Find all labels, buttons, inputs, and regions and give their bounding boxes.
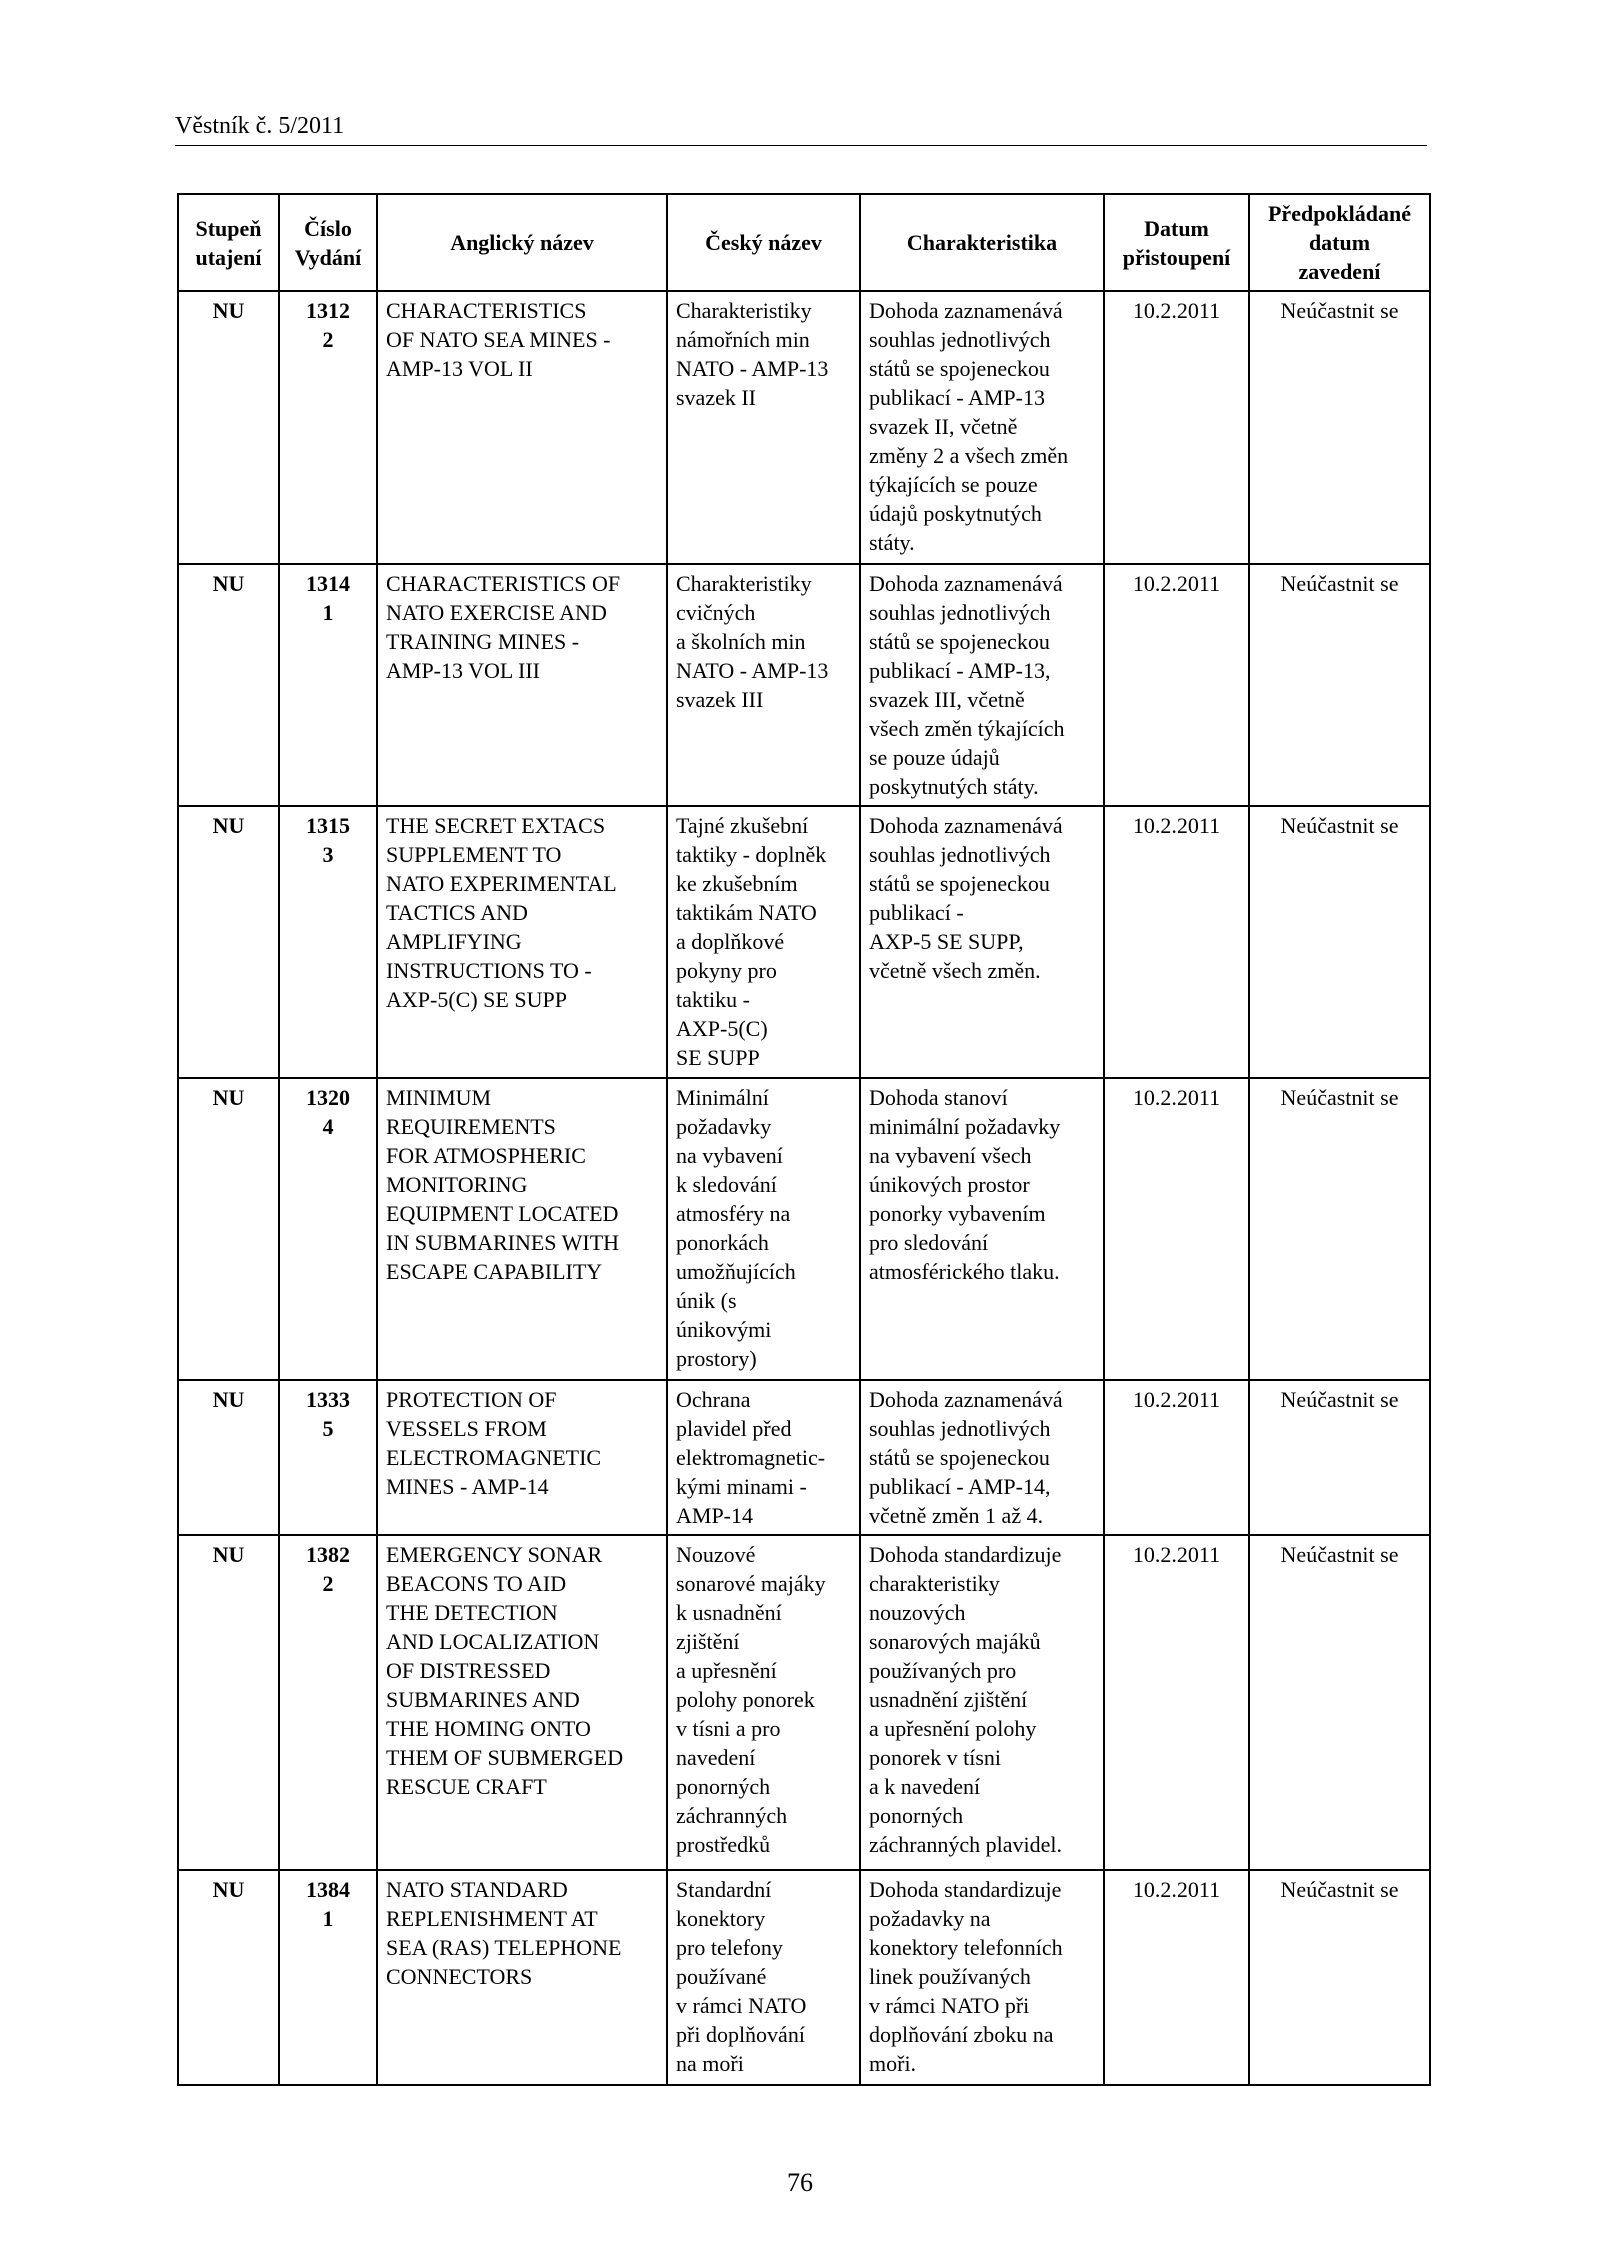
cell-stupen: NU [178, 564, 279, 806]
cell-anglicky: MINIMUM REQUIREMENTS FOR ATMOSPHERIC MONITORING EQUIPMENT LOCATED IN SUBMARINES WITH ESCAPE CAPABILITY [377, 1078, 667, 1380]
cell-charakteristika: Dohoda zaznamenává souhlas jednotlivých států se spojeneckou publikací - AXP-5 SE SUPP, včetně všech změn. [860, 806, 1104, 1078]
cell-cesky: Minimální požadavky na vybavení k sledování atmosféry na ponorkách umožňujících únik (s únikovými prostory) [667, 1078, 860, 1380]
cell-datum: 10.2.2011 [1104, 1380, 1249, 1535]
cell-stupen: NU [178, 1535, 279, 1870]
cell-datum: 10.2.2011 [1104, 1535, 1249, 1870]
table-row [178, 1078, 1430, 1380]
cell-datum: 10.2.2011 [1104, 564, 1249, 806]
col-header-anglicky: Anglický název [377, 194, 667, 291]
cell-anglicky: CHARACTERISTICS OF NATO EXERCISE AND TRAINING MINES - AMP-13 VOL III [377, 564, 667, 806]
col-header-charakteristika: Charakteristika [860, 194, 1104, 291]
col-header-predpokladane: Předpokládané datum zavedení [1249, 194, 1430, 291]
cell-cislo: 1333 5 [279, 1380, 377, 1535]
cell-cesky: Nouzové sonarové majáky k usnadnění zjištění a upřesnění polohy ponorek v tísni a pro navedení ponorných záchranných prostředků [667, 1535, 860, 1870]
header-rule [175, 145, 1427, 146]
cell-anglicky: NATO STANDARD REPLENISHMENT AT SEA (RAS) TELEPHONE CONNECTORS [377, 1870, 667, 2085]
cell-datum: 10.2.2011 [1104, 806, 1249, 1078]
table-row [178, 291, 1430, 564]
cell-predpokladane: Neúčastnit se [1249, 806, 1430, 1078]
col-header-datum: Datum přistoupení [1104, 194, 1249, 291]
cell-cesky: Standardní konektory pro telefony používané v rámci NATO při doplňování na moři [667, 1870, 860, 2085]
table-row [178, 1535, 1430, 1870]
cell-anglicky: CHARACTERISTICS OF NATO SEA MINES - AMP-13 VOL II [377, 291, 667, 564]
cell-stupen: NU [178, 1380, 279, 1535]
cell-anglicky: EMERGENCY SONAR BEACONS TO AID THE DETECTION AND LOCALIZATION OF DISTRESSED SUBMARINES AND THE HOMING ONTO THEM OF SUBMERGED RESCUE CRAFT [377, 1535, 667, 1870]
col-header-cesky: Český název [667, 194, 860, 291]
page-number: 76 [787, 2168, 813, 2197]
cell-predpokladane: Neúčastnit se [1249, 1078, 1430, 1380]
cell-charakteristika: Dohoda standardizuje charakteristiky nouzových sonarových majáků používaných pro usnadnění zjištění a upřesnění polohy ponorek v tísni a k navedení ponorných záchranných plavidel. [860, 1535, 1104, 1870]
standards-table [177, 193, 1431, 2086]
table-row [178, 806, 1430, 1078]
cell-charakteristika: Dohoda stanoví minimální požadavky na vybavení všech únikových prostor ponorky vybavením pro sledování atmosférického tlaku. [860, 1078, 1104, 1380]
cell-stupen: NU [178, 1870, 279, 2085]
cell-datum: 10.2.2011 [1104, 291, 1249, 564]
cell-cislo: 1312 2 [279, 291, 377, 564]
cell-cesky: Charakteristiky cvičných a školních min NATO - AMP-13 svazek III [667, 564, 860, 806]
col-header-stupen: Stupeň utajení [178, 194, 279, 291]
col-header-cislo: Číslo Vydání [279, 194, 377, 291]
cell-predpokladane: Neúčastnit se [1249, 1870, 1430, 2085]
page-header-title: Věstník č. 5/2011 [175, 113, 345, 139]
cell-stupen: NU [178, 1078, 279, 1380]
cell-predpokladane: Neúčastnit se [1249, 564, 1430, 806]
cell-predpokladane: Neúčastnit se [1249, 1380, 1430, 1535]
cell-predpokladane: Neúčastnit se [1249, 1535, 1430, 1870]
cell-cesky: Charakteristiky námořních min NATO - AMP-13 svazek II [667, 291, 860, 564]
cell-charakteristika: Dohoda standardizuje požadavky na konektory telefonních linek používaných v rámci NATO při doplňování zboku na moři. [860, 1870, 1104, 2085]
table-row [178, 564, 1430, 806]
cell-cislo: 1314 1 [279, 564, 377, 806]
cell-cislo: 1382 2 [279, 1535, 377, 1870]
cell-cesky: Ochrana plavidel před elektromagnetic- kými minami - AMP-14 [667, 1380, 860, 1535]
cell-predpokladane: Neúčastnit se [1249, 291, 1430, 564]
cell-cislo: 1384 1 [279, 1870, 377, 2085]
cell-datum: 10.2.2011 [1104, 1078, 1249, 1380]
cell-cesky: Tajné zkušební taktiky - doplněk ke zkušebním taktikám NATO a doplňkové pokyny pro taktiku - AXP-5(C) SE SUPP [667, 806, 860, 1078]
cell-anglicky: PROTECTION OF VESSELS FROM ELECTROMAGNETIC MINES - AMP-14 [377, 1380, 667, 1535]
table-row [178, 1380, 1430, 1535]
table-header-row [178, 194, 1430, 291]
cell-datum: 10.2.2011 [1104, 1870, 1249, 2085]
cell-charakteristika: Dohoda zaznamenává souhlas jednotlivých států se spojeneckou publikací - AMP-13 svazek II, včetně změny 2 a všech změn týkajících se pouze údajů poskytnutých státy. [860, 291, 1104, 564]
cell-cislo: 1315 3 [279, 806, 377, 1078]
cell-stupen: NU [178, 291, 279, 564]
cell-anglicky: THE SECRET EXTACS SUPPLEMENT TO NATO EXPERIMENTAL TACTICS AND AMPLIFYING INSTRUCTIONS TO - AXP-5(C) SE SUPP [377, 806, 667, 1078]
cell-cislo: 1320 4 [279, 1078, 377, 1380]
cell-charakteristika: Dohoda zaznamenává souhlas jednotlivých států se spojeneckou publikací - AMP-13, svazek III, včetně všech změn týkajících se pouze údajů poskytnutých státy. [860, 564, 1104, 806]
cell-charakteristika: Dohoda zaznamenává souhlas jednotlivých států se spojeneckou publikací - AMP-14, včetně změn 1 až 4. [860, 1380, 1104, 1535]
cell-stupen: NU [178, 806, 279, 1078]
table-row [178, 1870, 1430, 2085]
